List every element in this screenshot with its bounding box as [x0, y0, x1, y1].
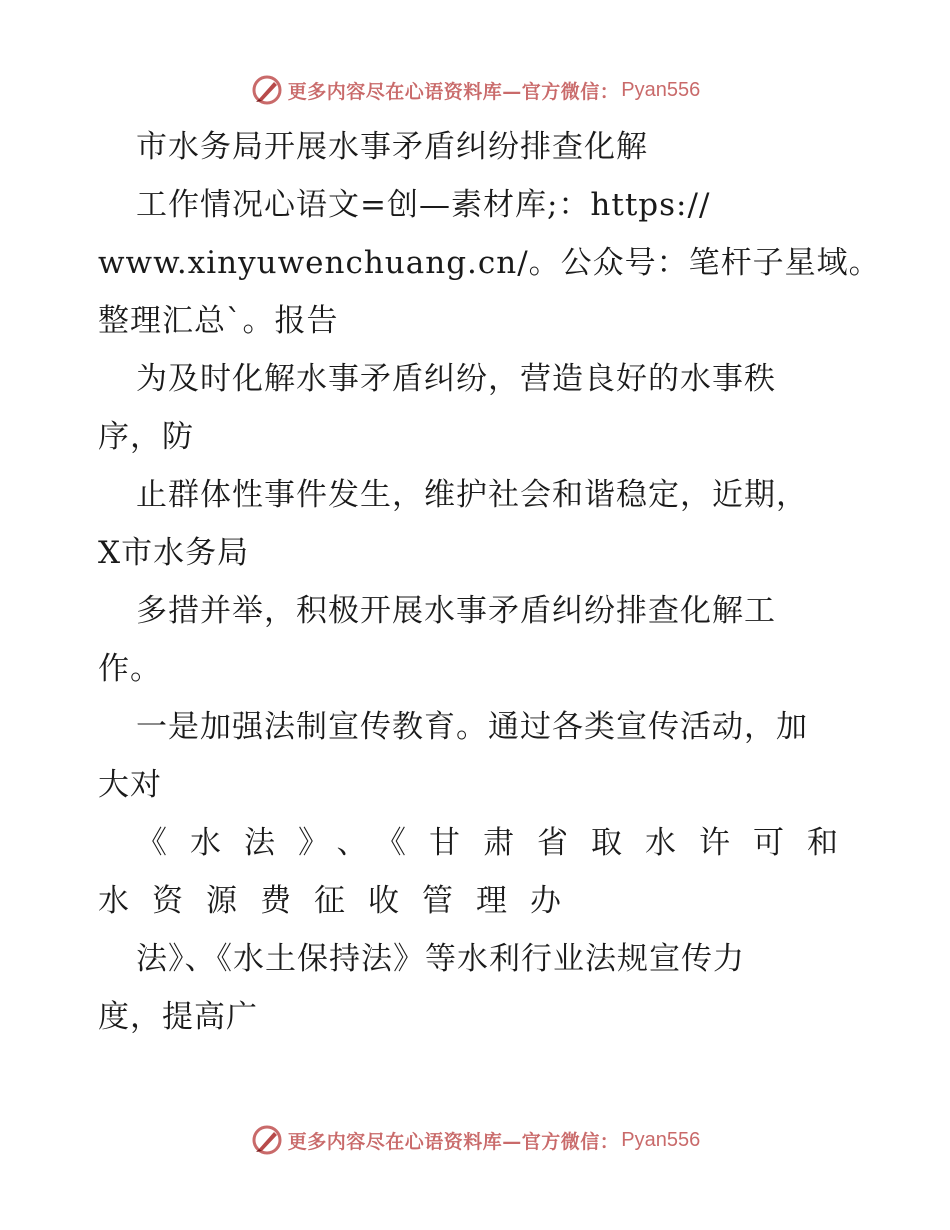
header-banner	[0, 70, 950, 110]
paragraph-line: X市水务局	[98, 535, 250, 571]
paragraph-line: 水资源费征收管理办	[98, 883, 584, 919]
paragraph-line: 大对	[98, 767, 162, 803]
header-banner-text: 更多内容尽在心语资料库—官方微信：	[287, 80, 620, 103]
paragraph-line: 为及时化解水事矛盾纠纷，营造良好的水事秩	[136, 361, 776, 397]
paragraph-line: 度，提高广	[98, 999, 258, 1035]
header-banner-id: Pyan556	[621, 78, 701, 101]
pen-logo-icon	[250, 1123, 284, 1157]
title-line-2: 工作情况心语文=创—素材库;：https://	[136, 187, 711, 223]
paragraph-line: 序，防	[98, 419, 194, 455]
paragraph-line: 止群体性事件发生，维护社会和谐稳定，近期，	[136, 477, 808, 513]
paragraph-line: 多措并举，积极开展水事矛盾纠纷排查化解工	[136, 593, 776, 629]
paragraph-line: 《水法》、《甘肃省取水许可和	[136, 825, 861, 861]
title-line-3: www.xinyuwenchuang.cn/。公众号：笔杆子星域。	[98, 245, 881, 281]
document-body	[98, 118, 881, 1046]
title-line-4: 整理汇总`。报告	[98, 303, 339, 339]
paragraph-line: 作。	[98, 651, 162, 687]
footer-banner	[0, 1120, 950, 1160]
pen-logo-icon	[250, 73, 284, 107]
paragraph-line: 法》、《水土保持法》等水利行业法规宣传力	[136, 941, 745, 977]
footer-banner-id: Pyan556	[621, 1128, 701, 1151]
footer-banner-text: 更多内容尽在心语资料库—官方微信：	[287, 1130, 620, 1153]
title-line-1: 市水务局开展水事矛盾纠纷排查化解	[136, 129, 648, 165]
paragraph-line: 一是加强法制宣传教育。通过各类宣传活动，加	[136, 709, 808, 745]
